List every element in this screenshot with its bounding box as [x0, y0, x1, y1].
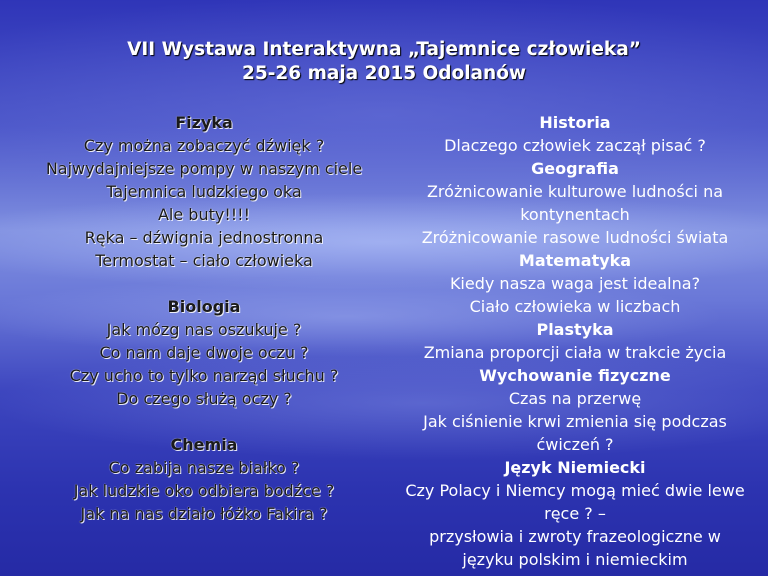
list-item: Czy można zobaczyć dźwięk ? [83, 136, 325, 155]
list-item: Co zabija nasze białko ? [108, 458, 300, 477]
section-heading-biologia: Biologia [167, 297, 241, 316]
list-item: Tajemnica ludzkiego oka [106, 182, 302, 201]
slide-title [0, 38, 768, 86]
list-item: Czy ucho to tylko narząd słuchu ? [69, 366, 339, 385]
list-item: Co nam daje dwoje oczu ? [99, 343, 309, 362]
list-item: kontynentach [520, 205, 630, 224]
section-heading-chemia: Chemia [170, 435, 238, 454]
list-item: ćwiczeń ? [536, 435, 614, 454]
section-heading-matematyka: Matematyka [518, 251, 632, 270]
list-item: Jak mózg nas oszukuje ? [106, 320, 302, 339]
list-item: Czas na przerwę [508, 389, 642, 408]
list-item: Ale buty!!!! [157, 205, 250, 224]
list-item: Jak ciśnienie krwi zmienia się podczas [423, 412, 727, 431]
section-heading-plastyka: Plastyka [536, 320, 614, 339]
list-item: ręce ? – [544, 504, 606, 523]
list-item: Zróżnicowanie kulturowe ludności na [426, 182, 724, 201]
list-item: Termostat – ciało człowieka [95, 251, 313, 270]
title-line-1: VII Wystawa Interaktywna „Tajemnice człowieka” [127, 39, 641, 60]
section-heading-wf: Wychowanie fizyczne [479, 366, 671, 385]
list-item: języku polskim i niemieckim [462, 550, 688, 569]
right-column [382, 111, 768, 571]
list-item: Zróżnicowanie rasowe ludności świata [421, 228, 729, 247]
list-item: Zmiana proporcji ciała w trakcie życia [423, 343, 727, 362]
section-heading-geografia: Geografia [531, 159, 619, 178]
list-item: Najwydajniejsze pompy w naszym ciele [45, 159, 363, 178]
section-heading-niemiecki: Język Niemiecki [504, 458, 646, 477]
left-column [0, 111, 408, 525]
list-item: Ręka – dźwignia jednostronna [84, 228, 324, 247]
list-item: Ciało człowieka w liczbach [469, 297, 681, 316]
list-item: Dlaczego człowiek zaczął pisać ? [444, 136, 706, 155]
list-item: Jak na nas działo łóżko Fakira ? [80, 504, 328, 523]
list-item: Jak ludzkie oko odbiera bodźce ? [73, 481, 335, 500]
list-item: przysłowia i zwroty frazeologiczne w [429, 527, 721, 546]
list-item: Do czego służą oczy ? [116, 389, 292, 408]
list-item: Czy Polacy i Niemcy mogą mieć dwie lewe [405, 481, 745, 500]
section-heading-historia: Historia [539, 113, 611, 132]
title-line-2: 25-26 maja 2015 Odolanów [241, 63, 527, 84]
section-heading-fizyka: Fizyka [175, 113, 233, 132]
list-item: Kiedy nasza waga jest idealna? [449, 274, 701, 293]
